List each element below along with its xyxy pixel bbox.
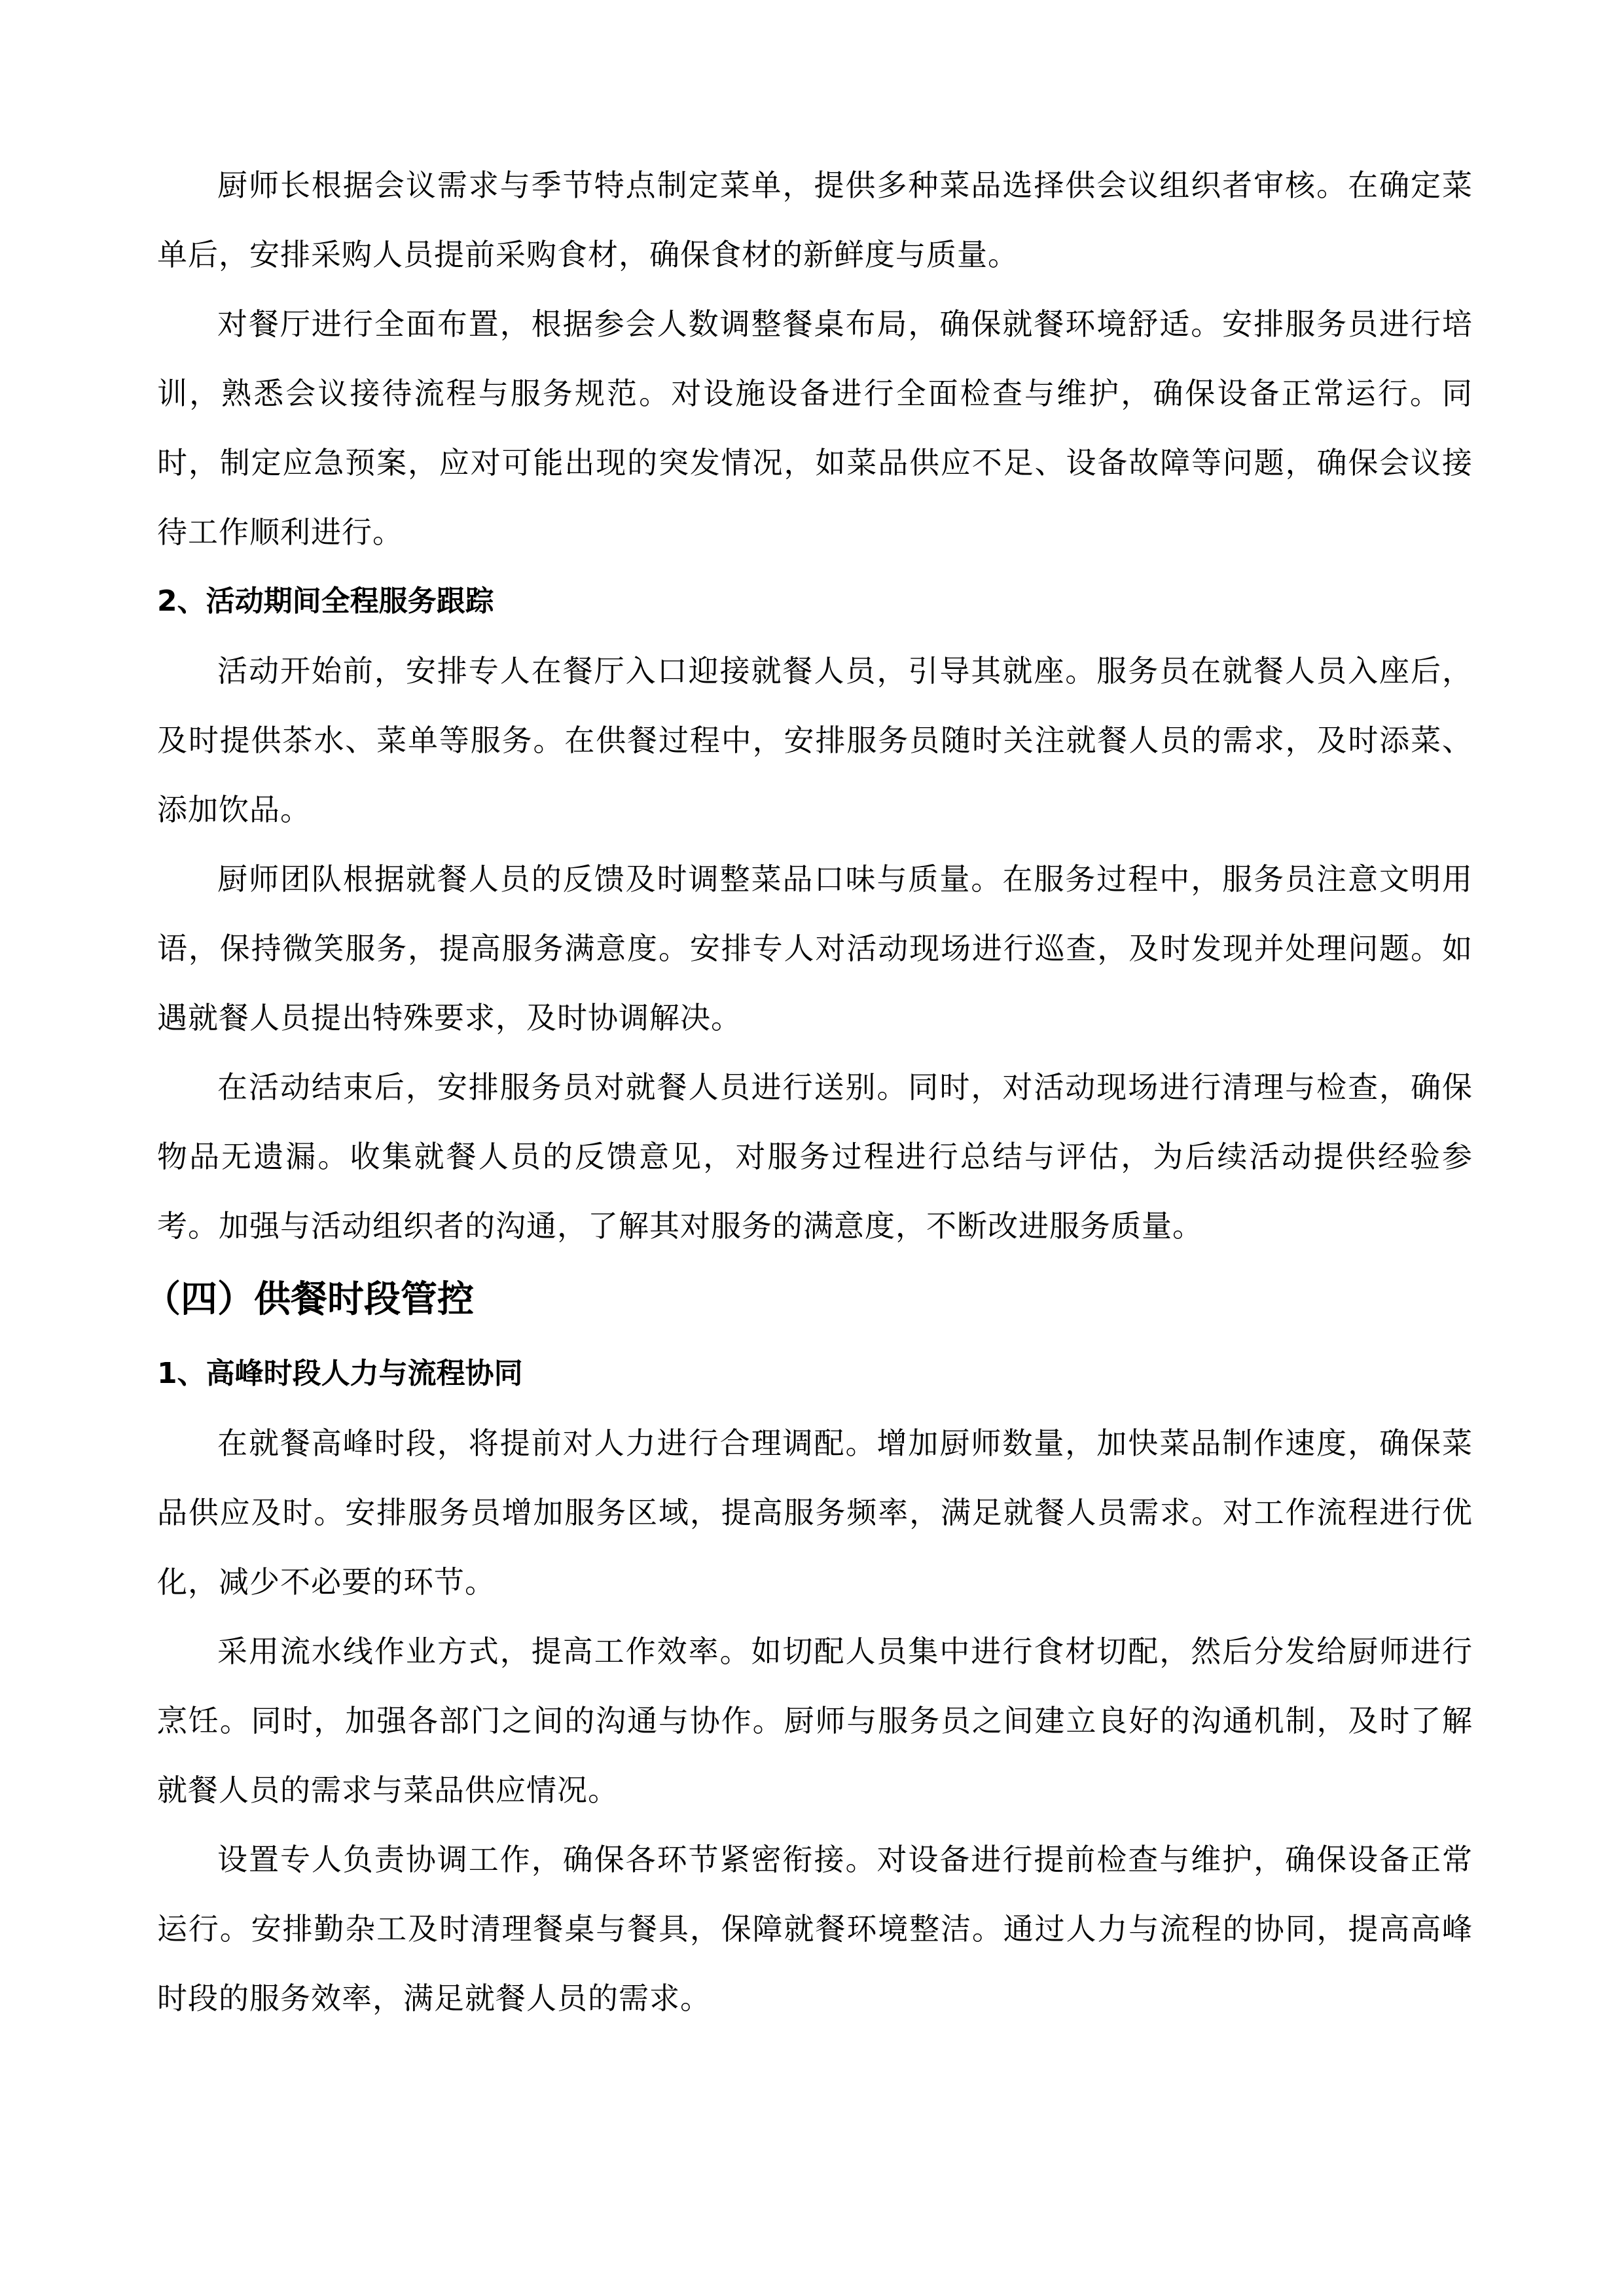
- body-paragraph: 采用流水线作业方式，提高工作效率。如切配人员集中进行食材切配，然后分发给厨师进行烹饪。同时，加强各部门之间的沟通与协作。厨师与服务员之间建立良好的沟通机制，及时了解就餐人员的需求与菜品供应情况。: [157, 1634, 1473, 1808]
- body-paragraph: 在活动结束后，安排服务员对就餐人员进行送别。同时，对活动现场进行清理与检查，确保物品无遗漏。收集就餐人员的反馈意见，对服务过程进行总结与评估，为后续活动提供经验参考。加强与活动组织者的沟通，了解其对服务的满意度，不断改进服务质量。: [157, 1069, 1473, 1244]
- body-paragraph: 活动开始前，安排专人在餐厅入口迎接就餐人员，引导其就座。服务员在就餐人员入座后，及时提供茶水、菜单等服务。在供餐过程中，安排服务员随时关注就餐人员的需求，及时添菜、添加饮品。: [157, 653, 1473, 827]
- section-heading: （四）供餐时段管控: [144, 1278, 474, 1321]
- body-paragraph: 对餐厅进行全面布置，根据参会人数调整餐桌布局，确保就餐环境舒适。安排服务员进行培训，熟悉会议接待流程与服务规范。对设施设备进行全面检查与维护，确保设备正常运行。同时，制定应急预案，应对可能出现的突发情况，如菜品供应不足、设备故障等问题，确保会议接待工作顺利进行。: [157, 306, 1473, 550]
- subsection-heading: 2、活动期间全程服务跟踪: [157, 584, 494, 618]
- body-paragraph: 厨师团队根据就餐人员的反馈及时调整菜品口味与质量。在服务过程中，服务员注意文明用语，保持微笑服务，提高服务满意度。安排专人对活动现场进行巡查，及时发现并处理问题。如遇就餐人员提出特殊要求，及时协调解决。: [157, 861, 1473, 1035]
- body-paragraph: 设置专人负责协调工作，确保各环节紧密衔接。对设备进行提前检查与维护，确保设备正常运行。安排勤杂工及时清理餐桌与餐具，保障就餐环境整洁。通过人力与流程的协同，提高高峰时段的服务效率，满足就餐人员的需求。: [157, 1842, 1473, 2016]
- body-paragraph: 在就餐高峰时段，将提前对人力进行合理调配。增加厨师数量，加快菜品制作速度，确保菜品供应及时。安排服务员增加服务区域，提高服务频率，满足就餐人员需求。对工作流程进行优化，减少不必要的环节。: [157, 1426, 1473, 1600]
- body-paragraph: 厨师长根据会议需求与季节特点制定菜单，提供多种菜品选择供会议组织者审核。在确定菜单后，安排采购人员提前采购食材，确保食材的新鲜度与质量。: [157, 168, 1473, 272]
- document-body: [144, 151, 1473, 2033]
- subsection-heading: 1、高峰时段人力与流程协同: [157, 1357, 523, 1390]
